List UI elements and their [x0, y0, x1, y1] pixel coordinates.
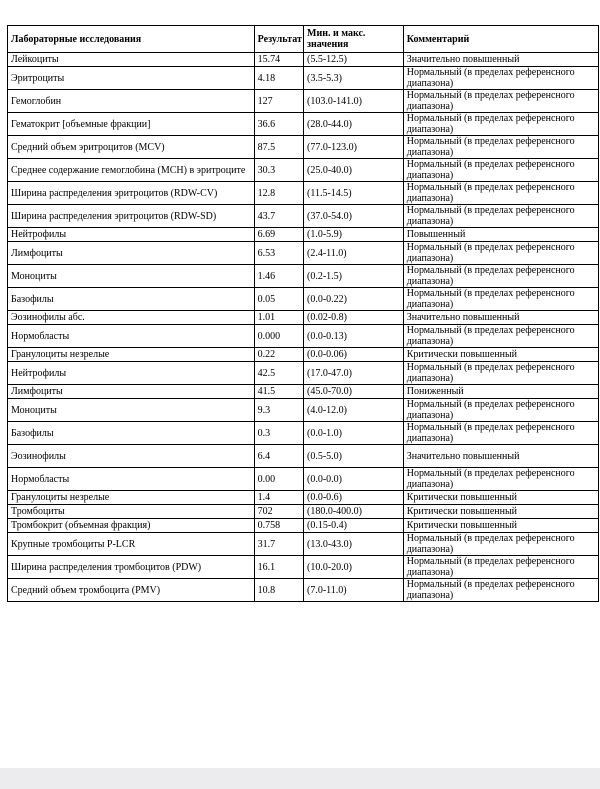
cell-range: (0.0-0.6)	[304, 491, 404, 505]
cell-result: 0.22	[254, 348, 303, 362]
cell-result: 15.74	[254, 53, 303, 67]
cell-test: Нейтрофилы	[8, 362, 255, 385]
cell-comment: Нормальный (в пределах референсного диапазона)	[403, 136, 598, 159]
cell-test: Гранулоциты незрелые	[8, 491, 255, 505]
table-row	[8, 182, 599, 205]
cell-result: 43.7	[254, 205, 303, 228]
table-row	[8, 519, 599, 533]
cell-result: 6.4	[254, 445, 303, 468]
cell-test: Базофилы	[8, 422, 255, 445]
table-row	[8, 556, 599, 579]
header-result: Результат	[254, 26, 303, 53]
table-header-row	[8, 26, 599, 53]
cell-range: (0.0-0.06)	[304, 348, 404, 362]
cell-test: Ширина распределения эритроцитов (RDW-SD)	[8, 205, 255, 228]
cell-comment: Нормальный (в пределах референсного диапазона)	[403, 579, 598, 602]
cell-range: (37.0-54.0)	[304, 205, 404, 228]
cell-range: (10.0-20.0)	[304, 556, 404, 579]
cell-result: 1.46	[254, 265, 303, 288]
cell-range: (1.0-5.9)	[304, 228, 404, 242]
cell-test: Средний объем тромбоцита (PMV)	[8, 579, 255, 602]
cell-result: 0.000	[254, 325, 303, 348]
cell-test: Базофилы	[8, 288, 255, 311]
table-row	[8, 505, 599, 519]
cell-comment: Нормальный (в пределах референсного диапазона)	[403, 556, 598, 579]
cell-result: 31.7	[254, 533, 303, 556]
table-row	[8, 385, 599, 399]
cell-range: (0.0-0.22)	[304, 288, 404, 311]
table-row	[8, 399, 599, 422]
table-row	[8, 422, 599, 445]
table-row	[8, 113, 599, 136]
cell-result: 9.3	[254, 399, 303, 422]
cell-test: Гемоглобин	[8, 90, 255, 113]
cell-range: (13.0-43.0)	[304, 533, 404, 556]
cell-test: Моноциты	[8, 399, 255, 422]
lab-results-table	[7, 25, 599, 602]
table-row	[8, 348, 599, 362]
cell-comment: Нормальный (в пределах референсного диапазона)	[403, 399, 598, 422]
cell-result: 127	[254, 90, 303, 113]
cell-range: (77.0-123.0)	[304, 136, 404, 159]
cell-comment: Критически повышенный	[403, 491, 598, 505]
cell-range: (5.5-12.5)	[304, 53, 404, 67]
cell-comment: Повышенный	[403, 228, 598, 242]
cell-comment: Нормальный (в пределах референсного диапазона)	[403, 182, 598, 205]
cell-result: 6.53	[254, 242, 303, 265]
table-row	[8, 445, 599, 468]
cell-result: 6.69	[254, 228, 303, 242]
cell-test: Моноциты	[8, 265, 255, 288]
cell-test: Крупные тромбоциты P-LCR	[8, 533, 255, 556]
cell-comment: Критически повышенный	[403, 519, 598, 533]
table-row	[8, 579, 599, 602]
cell-result: 41.5	[254, 385, 303, 399]
cell-range: (0.2-1.5)	[304, 265, 404, 288]
cell-range: (4.0-12.0)	[304, 399, 404, 422]
cell-result: 702	[254, 505, 303, 519]
header-comment: Комментарий	[403, 26, 598, 53]
cell-comment: Нормальный (в пределах референсного диапазона)	[403, 468, 598, 491]
cell-range: (0.0-0.13)	[304, 325, 404, 348]
cell-comment: Критически повышенный	[403, 505, 598, 519]
cell-test: Тромбокрит (объемная фракция)	[8, 519, 255, 533]
cell-result: 0.3	[254, 422, 303, 445]
cell-range: (28.0-44.0)	[304, 113, 404, 136]
cell-result: 10.8	[254, 579, 303, 602]
cell-test: Эозинофилы абс.	[8, 311, 255, 325]
cell-result: 42.5	[254, 362, 303, 385]
cell-test: Среднее содержание гемоглобина (MCH) в эритроците	[8, 159, 255, 182]
table-row	[8, 325, 599, 348]
cell-range: (180.0-400.0)	[304, 505, 404, 519]
cell-comment: Значительно повышенный	[403, 53, 598, 67]
cell-comment: Пониженный	[403, 385, 598, 399]
table-row	[8, 311, 599, 325]
cell-range: (17.0-47.0)	[304, 362, 404, 385]
table-row	[8, 67, 599, 90]
table-row	[8, 242, 599, 265]
header-test: Лабораторные исследования	[8, 26, 255, 53]
cell-test: Ширина распределения эритроцитов (RDW-CV)	[8, 182, 255, 205]
cell-range: (7.0-11.0)	[304, 579, 404, 602]
cell-range: (45.0-70.0)	[304, 385, 404, 399]
table-row	[8, 53, 599, 67]
cell-test: Лимфоциты	[8, 242, 255, 265]
table-row	[8, 228, 599, 242]
cell-comment: Нормальный (в пределах референсного диапазона)	[403, 159, 598, 182]
cell-comment: Нормальный (в пределах референсного диапазона)	[403, 422, 598, 445]
cell-range: (103.0-141.0)	[304, 90, 404, 113]
cell-comment: Нормальный (в пределах референсного диапазона)	[403, 113, 598, 136]
table-row	[8, 205, 599, 228]
cell-comment: Критически повышенный	[403, 348, 598, 362]
table-row	[8, 288, 599, 311]
cell-test: Гранулоциты незрелые	[8, 348, 255, 362]
cell-range: (0.0-1.0)	[304, 422, 404, 445]
cell-test: Гематокрит [объемные фракции]	[8, 113, 255, 136]
cell-comment: Нормальный (в пределах референсного диапазона)	[403, 265, 598, 288]
table-row	[8, 362, 599, 385]
cell-test: Лейкоциты	[8, 53, 255, 67]
table-row	[8, 136, 599, 159]
cell-test: Ширина распределения тромбоцитов (PDW)	[8, 556, 255, 579]
cell-range: (25.0-40.0)	[304, 159, 404, 182]
cell-result: 0.05	[254, 288, 303, 311]
cell-result: 87.5	[254, 136, 303, 159]
cell-test: Тромбоциты	[8, 505, 255, 519]
cell-range: (0.15-0.4)	[304, 519, 404, 533]
cell-range: (3.5-5.3)	[304, 67, 404, 90]
bottom-gray-band	[0, 768, 600, 789]
cell-comment: Нормальный (в пределах референсного диапазона)	[403, 67, 598, 90]
cell-test: Нормобласты	[8, 325, 255, 348]
cell-test: Нейтрофилы	[8, 228, 255, 242]
cell-comment: Нормальный (в пределах референсного диапазона)	[403, 362, 598, 385]
table-row	[8, 90, 599, 113]
cell-result: 12.8	[254, 182, 303, 205]
cell-comment: Нормальный (в пределах референсного диапазона)	[403, 205, 598, 228]
cell-test: Средний объем эритроцитов (MCV)	[8, 136, 255, 159]
header-range: Мин. и макс. значения	[304, 26, 404, 53]
cell-result: 16.1	[254, 556, 303, 579]
cell-result: 4.18	[254, 67, 303, 90]
cell-result: 0.758	[254, 519, 303, 533]
cell-comment: Значительно повышенный	[403, 445, 598, 468]
cell-comment: Нормальный (в пределах референсного диапазона)	[403, 325, 598, 348]
cell-comment: Нормальный (в пределах референсного диапазона)	[403, 288, 598, 311]
cell-test: Эозинофилы	[8, 445, 255, 468]
table-row	[8, 468, 599, 491]
cell-comment: Нормальный (в пределах референсного диапазона)	[403, 90, 598, 113]
cell-range: (0.0-0.0)	[304, 468, 404, 491]
cell-result: 36.6	[254, 113, 303, 136]
cell-test: Эритроциты	[8, 67, 255, 90]
table-body	[8, 53, 599, 602]
cell-range: (0.02-0.8)	[304, 311, 404, 325]
table-row	[8, 265, 599, 288]
cell-test: Нормобласты	[8, 468, 255, 491]
cell-range: (2.4-11.0)	[304, 242, 404, 265]
cell-result: 30.3	[254, 159, 303, 182]
cell-comment: Нормальный (в пределах референсного диапазона)	[403, 242, 598, 265]
table-row	[8, 533, 599, 556]
cell-range: (0.5-5.0)	[304, 445, 404, 468]
cell-test: Лимфоциты	[8, 385, 255, 399]
cell-comment: Нормальный (в пределах референсного диапазона)	[403, 533, 598, 556]
cell-comment: Значительно повышенный	[403, 311, 598, 325]
cell-range: (11.5-14.5)	[304, 182, 404, 205]
cell-result: 1.01	[254, 311, 303, 325]
cell-result: 1.4	[254, 491, 303, 505]
table-row	[8, 159, 599, 182]
cell-result: 0.00	[254, 468, 303, 491]
table-row	[8, 491, 599, 505]
